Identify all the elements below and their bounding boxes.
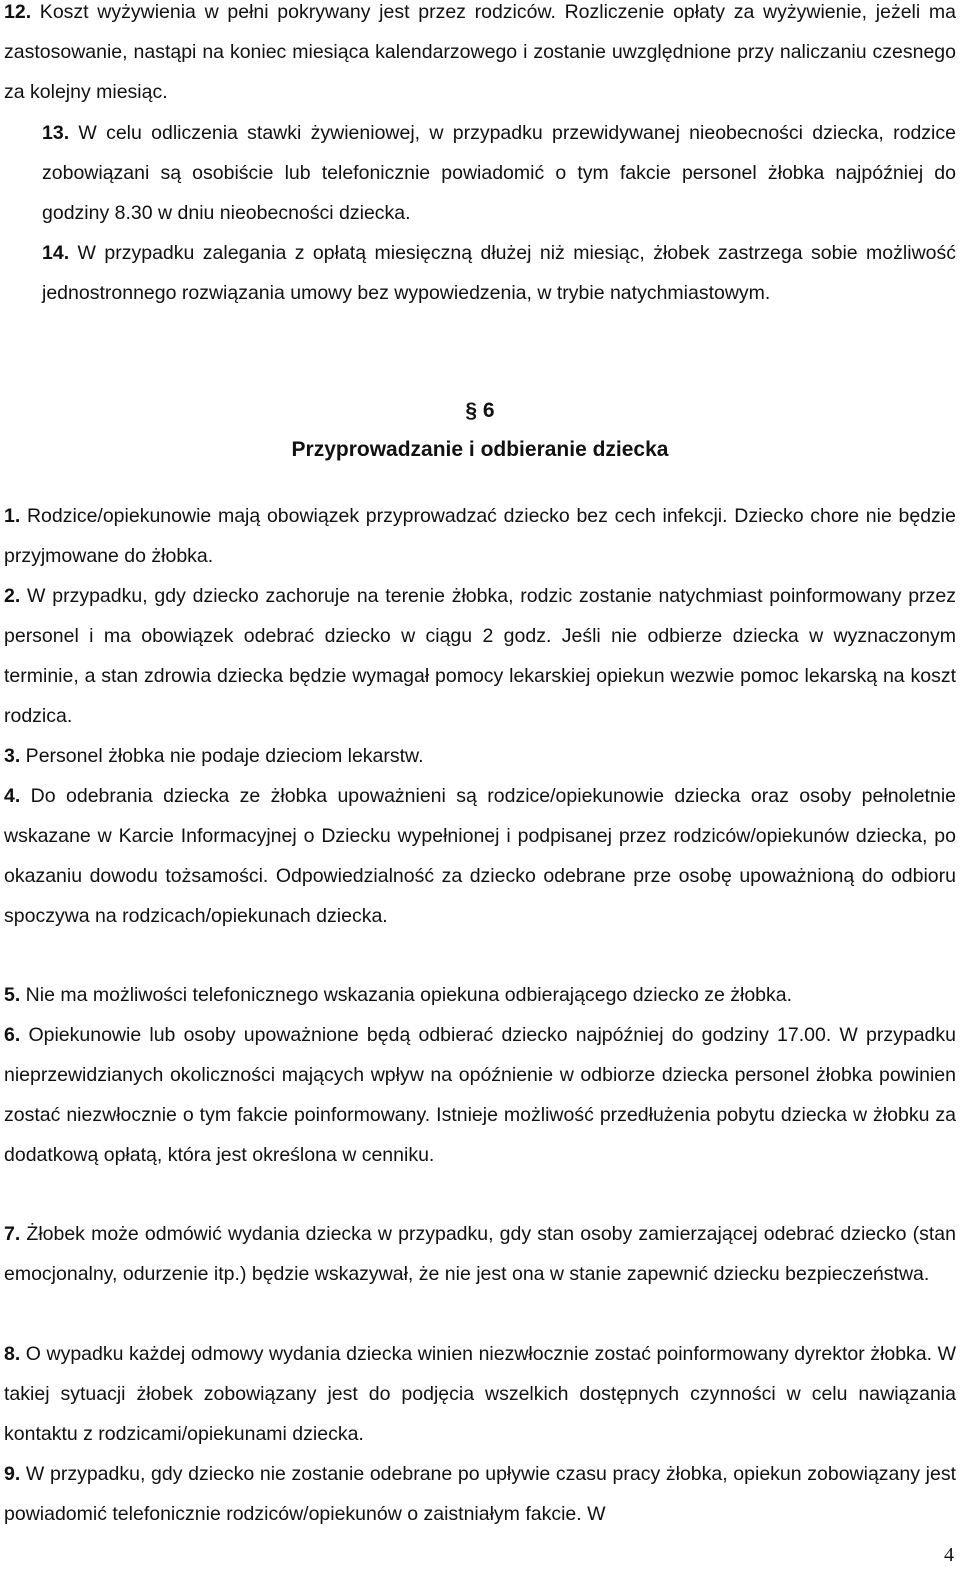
paragraph-9 [4,1454,956,1534]
paragraph-number: 4. [4,785,21,807]
paragraph-1 [4,496,956,576]
paragraph-3 [4,736,956,776]
paragraph-6 [4,1015,956,1175]
paragraph-text: Żłobek może odmówić wydania dziecka w przypadku, gdy stan osoby zamierzającej odebrać dziecko (stan emocjonalny, odurzenie itp.) będzie wskazywał, że nie jest ona w stanie zapewnić dziecku bezpieczeństwa. [4,1223,956,1285]
paragraph-number: 14. [42,242,70,264]
paragraph-text: Do odebrania dziecka ze żłobka upoważnieni są rodzice/opiekunowie dziecka oraz osoby pełnoletnie wskazane w Karcie Informacyjnej o Dziecku wypełnionej i podpisanej przez rodziców/opiekunów dziecka, po okazaniu dowodu tożsamości. Odpowiedzialność za dziecko odebrane prze osobę upoważnioną do odbioru spoczywa na rodzicach/opiekunach dziecka. [4,785,956,927]
paragraph-number: 7. [4,1223,21,1245]
section-symbol: § 6 [465,399,495,422]
paragraph-text: Personel żłobka nie podaje dzieciom lekarstw. [20,745,424,767]
paragraph-text: Rodzice/opiekunowie mają obowiązek przyprowadzać dziecko bez cech infekcji. Dziecko chore nie będzie przyjmowane do żłobka. [4,505,956,567]
page-number: 4 [944,1544,954,1566]
paragraph-13 [42,113,956,233]
paragraph-text: W celu odliczenia stawki żywieniowej, w przypadku przewidywanej nieobecności dziecka, rodzice zobowiązani są osobiście lub telefonicznie powiadomić o tym fakcie personel żłobka najpóźniej do godziny 8.30 w dniu nieobecności dziecka. [42,122,956,224]
paragraph-2 [4,576,956,736]
section-title: Przyprowadzanie i odbieranie dziecka [291,438,669,461]
paragraph-text: O wypadku każdej odmowy wydania dziecka winien niezwłocznie zostać poinformowany dyrektor żłobka. W takiej sytuacji żłobek zobowiązany jest do podjęcia wszelkich dostępnych czynności w celu nawiązania kontaktu z rodzicami/opiekunami dziecka. [4,1343,956,1445]
paragraph-number: 2. [4,585,21,607]
paragraph-number: 13. [42,122,70,144]
paragraph-text: Koszt wyżywienia w pełni pokrywany jest przez rodziców. Rozliczenie opłaty za wyżywienie, jeżeli ma zastosowanie, nastąpi na koniec miesiąca kalendarzowego i zostanie uwzględnione przy naliczaniu czesnego za kolejny miesiąc. [4,1,956,103]
paragraph-7 [4,1214,956,1294]
paragraph-4 [4,776,956,936]
paragraph-text: W przypadku zalegania z opłatą miesięczną dłużej niż miesiąc, żłobek zastrzega sobie możliwość jednostronnego rozwiązania umowy bez wypowiedzenia, w trybie natychmiastowym. [42,242,956,304]
paragraph-text: W przypadku, gdy dziecko zachoruje na terenie żłobka, rodzic zostanie natychmiast poinformowany przez personel i ma obowiązek odebrać dziecko w ciągu 2 godz. Jeśli nie odbierze dziecka w wyznaczonym terminie, a stan zdrowia dziecka będzie wymagał pomocy lekarskiej opiekun wezwie pomoc lekarską na koszt rodzica. [4,585,956,727]
paragraph-text: Nie ma możliwości telefonicznego wskazania opiekuna odbierającego dziecko ze żłobka. [20,984,793,1006]
paragraph-number: 6. [4,1024,21,1046]
paragraph-14 [42,233,956,313]
paragraph-number: 1. [4,505,21,527]
paragraph-text: Opiekunowie lub osoby upoważnione będą odbierać dziecko najpóźniej do godziny 17.00. W przypadku nieprzewidzianych okoliczności mających wpływ na opóźnienie w odbiorze dziecka personel żłobka powinien zostać niezwłocznie o tym fakcie poinformowany. Istnieje możliwość przedłużenia pobytu dziecka w żłobku za dodatkową opłatą, która jest określona w cenniku. [4,1024,956,1166]
paragraph-number: 3. [4,745,21,767]
paragraph-12 [4,0,956,112]
paragraph-5 [4,975,956,1015]
paragraph-number: 5. [4,984,21,1006]
paragraph-8 [4,1334,956,1454]
paragraph-number: 9. [4,1463,21,1485]
paragraph-number: 12. [4,1,32,23]
paragraph-number: 8. [4,1343,21,1365]
paragraph-text: W przypadku, gdy dziecko nie zostanie odebrane po upływie czasu pracy żłobka, opiekun zobowiązany jest powiadomić telefonicznie rodziców/opiekunów o zaistniałym fakcie. W [4,1463,956,1525]
